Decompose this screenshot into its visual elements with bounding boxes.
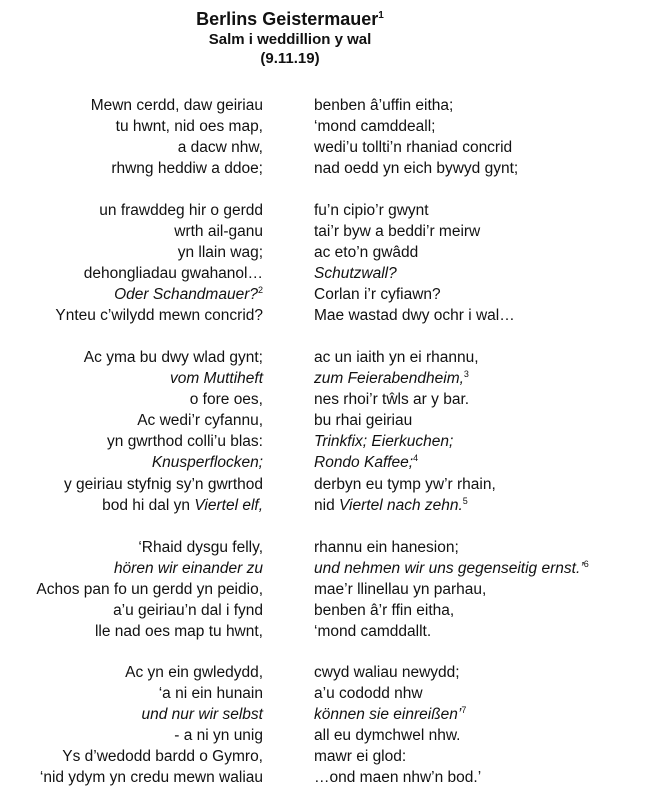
- poem-line: [0, 704, 649, 725]
- line-left-text: Viertel elf,: [194, 496, 263, 514]
- poem-line: [0, 389, 649, 410]
- line-right: rhannu ein hanesion;: [314, 539, 459, 556]
- line-left-prefix: bod hi dal yn: [102, 496, 195, 514]
- line-left: wrth ail-ganu: [174, 223, 263, 241]
- poem-line: [0, 767, 649, 788]
- poem-line: [0, 263, 649, 284]
- stanza-3: [0, 347, 649, 516]
- line-left: Knusperflocken;: [151, 454, 263, 472]
- line-left: Ynteu c’wilydd mewn concrid?: [55, 307, 263, 325]
- poem-line: [0, 558, 649, 579]
- line-left: Ys d’wedodd bardd o Gymro,: [62, 748, 263, 766]
- line-right-text: zum Feierabendheim,: [314, 370, 464, 388]
- line-right: [314, 452, 418, 473]
- line-right: a’u cododd nhw: [314, 685, 423, 703]
- line-right: Trinkfix; Eierkuchen;: [314, 433, 454, 451]
- poem-line: [0, 116, 649, 137]
- line-left: Ac wedi’r cyfannu,: [137, 412, 263, 430]
- footnote-marker: 2: [257, 285, 263, 296]
- footnote-marker: 3: [463, 368, 469, 379]
- line-right: tai’r byw a beddi’r meirw: [314, 223, 481, 241]
- line-right: ‘mond camddallt.: [314, 623, 432, 641]
- stanza-4: [0, 537, 649, 642]
- line-left: un frawddeg hir o gerdd: [99, 202, 263, 219]
- footnote-marker: 4: [413, 453, 419, 464]
- poem-line: [0, 158, 649, 179]
- poem-line: [0, 410, 649, 431]
- line-left: - a ni yn unig: [174, 727, 263, 745]
- line-right: nad oedd yn eich bywyd gynt;: [314, 160, 519, 178]
- poem-line: [0, 242, 649, 263]
- line-right-text: Viertel nach zehn.: [339, 496, 463, 514]
- line-left: tu hwnt, nid oes map,: [115, 118, 263, 136]
- line-left: a dacw nhw,: [177, 139, 263, 157]
- poem-line: [0, 221, 649, 242]
- title-footnote-marker: 1: [378, 10, 384, 21]
- line-left-text: Oder Schandmauer?: [114, 286, 258, 304]
- line-left: hören wir einander zu: [113, 560, 263, 578]
- poem-line: [0, 746, 649, 767]
- line-right: ac un iaith yn ei rhannu,: [314, 349, 479, 366]
- stanza-1: [0, 95, 649, 179]
- poem-line: [0, 347, 649, 368]
- line-right: fu’n cipio’r gwynt: [314, 202, 429, 219]
- line-right-text: können sie einreißen’: [314, 706, 462, 724]
- poem-date: (9.11.19): [260, 50, 320, 67]
- line-right: cwyd waliau newydd;: [314, 664, 460, 681]
- poem-line: [0, 431, 649, 452]
- line-right: [314, 704, 466, 725]
- line-left: o fore oes,: [189, 391, 263, 409]
- poem-line: [0, 452, 649, 473]
- stanza-5: [0, 662, 649, 789]
- poem-line: [0, 537, 649, 558]
- poem-subtitle: Salm i weddillion y wal: [208, 31, 372, 48]
- line-left: [102, 495, 263, 516]
- poem-line: [0, 683, 649, 704]
- poem-title-text: Berlins Geistermauer: [196, 9, 379, 29]
- line-left: a’u geiriau’n dal i fynd: [113, 602, 263, 620]
- poem-line: [0, 662, 649, 683]
- line-left: lle nad oes map tu hwnt,: [94, 623, 263, 641]
- line-right: derbyn eu tymp yw’r rhain,: [314, 475, 496, 493]
- line-left: ‘Rhaid dysgu felly,: [138, 539, 263, 556]
- line-right-text: und nehmen wir uns gegenseitig ernst.’: [314, 560, 584, 578]
- line-left: yn gwrthod colli’u blas:: [107, 433, 263, 451]
- line-left: Ac yn ein gwledydd,: [125, 664, 263, 681]
- line-right: [314, 558, 589, 579]
- line-right: bu rhai geiriau: [314, 412, 413, 430]
- footnote-marker: 5: [462, 495, 468, 506]
- line-right: mae’r llinellau yn parhau,: [314, 581, 487, 599]
- line-right: benben â’uffin eitha;: [314, 97, 454, 114]
- line-right: mawr ei glod:: [314, 748, 407, 766]
- line-left: Achos pan fo un gerdd yn peidio,: [36, 581, 263, 599]
- poem-line: [0, 284, 649, 305]
- line-left: [114, 284, 263, 305]
- poem-line: [0, 95, 649, 116]
- poem-line: [0, 368, 649, 389]
- line-right: wedi’u tollti’n rhaniad concrid: [314, 139, 513, 157]
- poem-line: [0, 621, 649, 642]
- poem-title: [0, 8, 580, 30]
- footnote-marker: 6: [583, 558, 589, 569]
- line-right: all eu dymchwel nhw.: [314, 727, 461, 745]
- poem-line: [0, 137, 649, 158]
- line-right: ac eto’n gwâdd: [314, 244, 419, 262]
- poem-line: [0, 474, 649, 495]
- line-right: Mae wastad dwy ochr i wal…: [314, 307, 515, 325]
- poem-line: [0, 495, 649, 516]
- line-right-prefix: nid: [314, 496, 339, 514]
- poem-line: [0, 200, 649, 221]
- poem-line: [0, 600, 649, 621]
- line-left: rhwng heddiw a ddoe;: [111, 160, 263, 178]
- line-right: [314, 495, 468, 516]
- line-left: yn llain wag;: [177, 244, 263, 262]
- poem-title-block: [0, 8, 580, 68]
- line-right: benben â’r ffin eitha,: [314, 602, 455, 620]
- footnote-marker: 7: [461, 705, 467, 716]
- line-left: und nur wir selbst: [141, 706, 263, 724]
- line-left: ‘nid ydym yn credu mewn waliau: [39, 769, 263, 787]
- line-right: Schutzwall?: [314, 265, 397, 283]
- line-left: vom Muttiheft: [169, 370, 263, 388]
- line-left: dehongliadau gwahanol…: [83, 265, 263, 283]
- line-right: ‘mond camddeall;: [314, 118, 436, 136]
- line-left: ‘a ni ein hunain: [158, 685, 263, 703]
- line-right: Corlan i’r cyfiawn?: [314, 286, 441, 304]
- poem-line: [0, 305, 649, 326]
- line-right: [314, 368, 469, 389]
- line-right: …ond maen nhw’n bod.’: [314, 769, 482, 787]
- poem-line: [0, 725, 649, 746]
- line-right: nes rhoi’r tŵls ar y bar.: [314, 391, 470, 409]
- line-left: Mewn cerdd, daw geiriau: [90, 97, 263, 114]
- line-left: Ac yma bu dwy wlad gynt;: [83, 349, 263, 366]
- poem-line: [0, 579, 649, 600]
- line-right-text: Rondo Kaffee;: [314, 454, 414, 472]
- line-left: y geiriau styfnig sy’n gwrthod: [63, 475, 263, 493]
- stanza-2: [0, 200, 649, 327]
